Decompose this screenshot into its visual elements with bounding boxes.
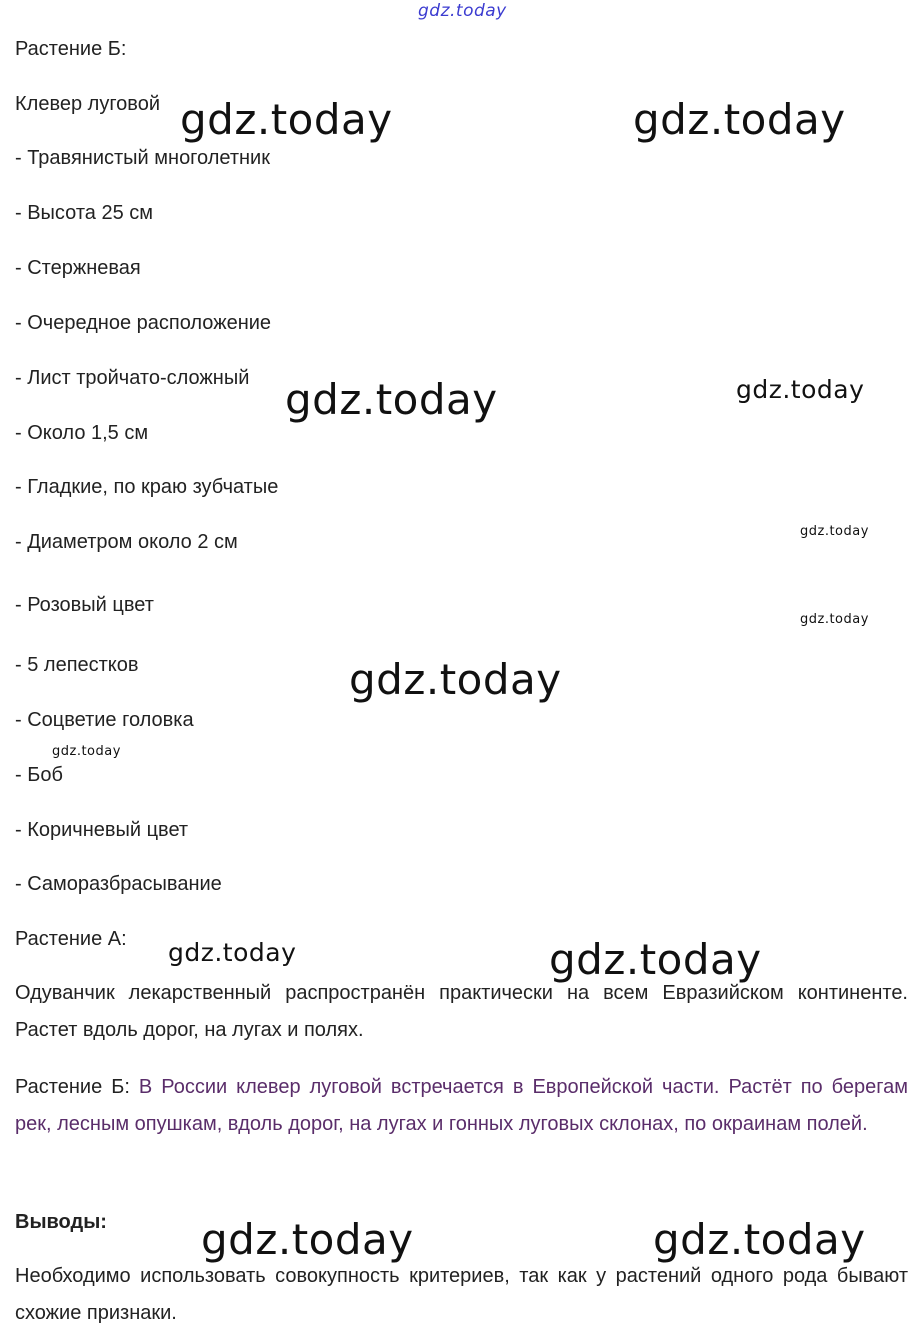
watermark: gdz.today <box>168 938 297 967</box>
plant-b-name: Клевер луговой <box>15 93 160 115</box>
plant-a-heading: Растение А: <box>15 928 127 950</box>
feature-item: - Стержневая <box>15 257 141 279</box>
feature-item: - Лист тройчато-сложный <box>15 367 250 389</box>
watermark: gdz.today <box>736 375 865 404</box>
plant-b-range-paragraph <box>15 1069 908 1143</box>
watermark: gdz.today <box>633 95 846 144</box>
feature-item: - Соцветие головка <box>15 709 194 731</box>
watermark: gdz.today <box>201 1215 414 1264</box>
feature-item: - Коричневый цвет <box>15 819 189 841</box>
feature-item: - Диаметром около 2 см <box>15 531 238 553</box>
watermark: gdz.today <box>800 612 869 627</box>
watermark: gdz.today <box>180 95 393 144</box>
watermark: gdz.today <box>549 935 762 984</box>
watermark: gdz.today <box>285 375 498 424</box>
plant-b-heading: Растение Б: <box>15 38 127 60</box>
conclusions-paragraph: Необходимо использовать совокупность критериев, так как у растений одного рода бывают схожие признаки. <box>15 1265 908 1324</box>
feature-item: - Высота 25 см <box>15 202 154 224</box>
watermark: gdz.today <box>653 1215 866 1264</box>
feature-item: - Розовый цвет <box>15 594 154 616</box>
feature-item: - Гладкие, по краю зубчатые <box>15 476 279 498</box>
plant-b-range-label: Растение Б: <box>15 1076 130 1098</box>
feature-item: - Около 1,5 см <box>15 422 149 444</box>
feature-item: - Боб <box>15 764 63 786</box>
feature-item: - Травянистый многолетник <box>15 147 270 169</box>
watermark-top: gdz.today <box>418 1 507 21</box>
watermark: gdz.today <box>800 524 869 539</box>
watermark: gdz.today <box>52 744 121 759</box>
plant-a-paragraph: Одуванчик лекарственный распространён практически на всем Евразийском континенте. Растет вдоль дорог, на лугах и полях. <box>15 982 908 1041</box>
conclusions-heading: Выводы: <box>15 1211 107 1233</box>
feature-item: - Саморазбрасывание <box>15 873 222 895</box>
plant-b-range-text: В России клевер луговой встречается в Европейской части. Растёт по берегам рек, лесным опушкам, вдоль дорог, на лугах и гонных луговых склонах, по окраинам полей. <box>15 1076 909 1135</box>
watermark: gdz.today <box>349 655 562 704</box>
feature-item: - Очередное расположение <box>15 312 272 334</box>
feature-item: - 5 лепестков <box>15 654 139 676</box>
